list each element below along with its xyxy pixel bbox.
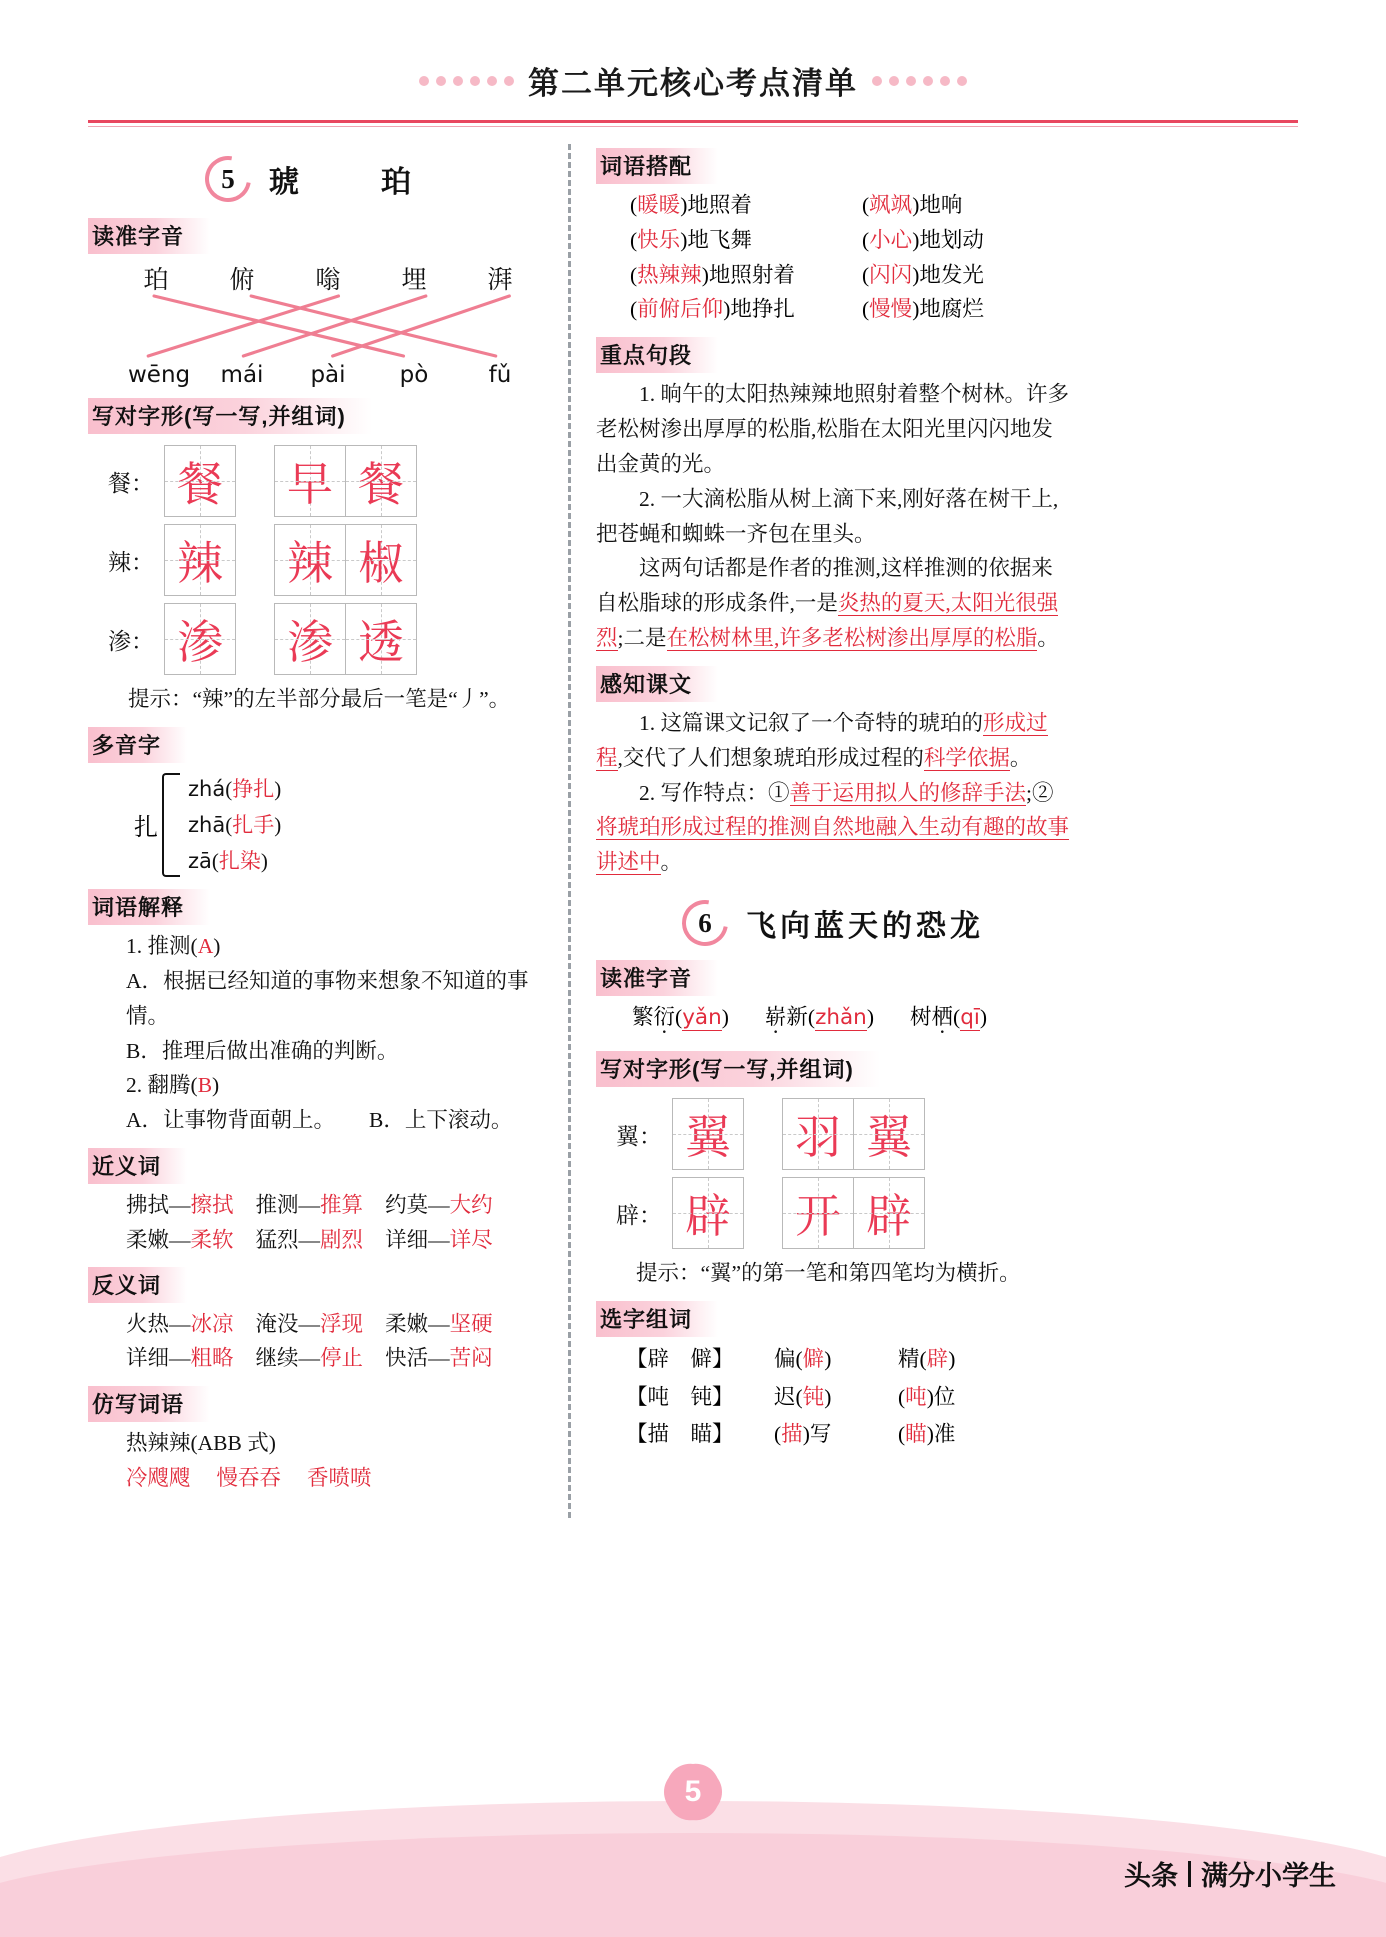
highlight-text: 将琥珀形成过程的推测自然地融入生动有趣的故事讲述中 xyxy=(596,815,1070,875)
pick-item: 精(辟) xyxy=(898,1346,956,1371)
section-label-read-pinyin-6: 读准字音 xyxy=(596,960,718,996)
polyphone-pinyin: zhā xyxy=(188,812,226,837)
pick-bracket: 【吨 钝】 xyxy=(626,1384,734,1409)
lesson5-number-badge xyxy=(205,156,251,202)
char-cell[interactable] xyxy=(853,1098,925,1170)
section-label-collocation: 词语搭配 xyxy=(596,148,718,184)
collocation-left: (暖暖)地照着 xyxy=(630,193,752,217)
brand-name: 满分小学生 xyxy=(1201,1861,1336,1891)
pick-char-row xyxy=(596,1416,1070,1454)
match-pinyin[interactable]: mái xyxy=(220,362,264,388)
polyphone-pinyin: zhá xyxy=(188,776,226,801)
header-rule xyxy=(88,120,1298,127)
char-glyph: 辟 xyxy=(866,1191,912,1243)
explain-word: 推测 xyxy=(147,934,191,959)
right-column xyxy=(570,138,1070,1447)
char-glyph: 翼 xyxy=(866,1112,912,1164)
polyphone-word: 扎手 xyxy=(232,812,275,837)
section-label-key-sentences: 重点句段 xyxy=(596,337,718,373)
write-row xyxy=(88,603,554,675)
char-glyph: 辣 xyxy=(287,538,333,589)
match-pinyin[interactable]: wēng xyxy=(128,362,191,388)
section-label-write-chars-5: 写对字形(写一写,并组词) xyxy=(88,398,372,434)
write-tip-5: 提示：“辣”的左半部分最后一笔是“丿”。 xyxy=(128,687,511,711)
char-glyph: 辣 xyxy=(177,538,223,589)
key-sentence: 1. 晌午的太阳热辣辣地照射着整个树林。许多老松树渗出厚厚的松脂,松脂在太阳光里闪闪地发出金黄的光。 xyxy=(596,382,1070,476)
match-pinyin[interactable]: fǔ xyxy=(488,362,512,388)
polyphone-entry: zā(扎染) xyxy=(188,849,268,874)
char-cell[interactable] xyxy=(345,445,417,517)
write-row-lead: 餐： xyxy=(108,470,154,496)
explain-option: A．让事物背面朝上。 xyxy=(126,1108,336,1133)
collocation-left: (热辣辣)地照射着 xyxy=(630,262,795,287)
imitate-answers xyxy=(88,1461,554,1495)
brand-separator-icon xyxy=(1188,1861,1191,1887)
section-label-pick-char: 选字组词 xyxy=(596,1301,718,1337)
pick-item: (描)写 xyxy=(774,1422,832,1447)
match-char[interactable]: 嗡 xyxy=(315,267,341,294)
imitate-prompt: 热辣辣(ABB 式) xyxy=(126,1430,276,1455)
word-pair: 火热—冰凉 xyxy=(126,1311,234,1336)
pinyin-item: 树栖(qī) xyxy=(909,1005,987,1031)
pick-item: 偏(僻) xyxy=(774,1346,832,1371)
word-pair: 快活—苦闷 xyxy=(385,1346,493,1371)
section-label-word-explain: 词语解释 xyxy=(88,889,210,925)
collocation-row xyxy=(596,258,1070,293)
imitate-answer: 香喷喷 xyxy=(307,1465,372,1490)
synonym-row xyxy=(88,1223,554,1257)
content-columns xyxy=(88,138,1298,1490)
highlight-text: 在松树林里,许多老松树渗出厚厚的松脂 xyxy=(666,626,1038,651)
collocation-right: (飒飒)地响 xyxy=(862,193,963,217)
word-pair: 详细—粗略 xyxy=(126,1346,234,1371)
synonym-row xyxy=(88,1188,554,1222)
word-cells xyxy=(274,445,417,517)
section-label-polyphone: 多音字 xyxy=(88,727,187,763)
pick-char-row xyxy=(596,1341,1070,1379)
char-cell[interactable] xyxy=(853,1177,925,1249)
brand-watermark xyxy=(1124,1854,1336,1893)
match-char[interactable]: 湃 xyxy=(487,267,513,294)
char-glyph: 餐 xyxy=(358,459,404,510)
explain-option: B．推理后做出准确的判断。 xyxy=(126,1038,399,1063)
word-pair: 猛烈—剧烈 xyxy=(255,1227,364,1252)
write-row-lead: 渗： xyxy=(108,628,154,654)
lesson5-number: 5 xyxy=(221,163,235,194)
key-sentence: 2. 一大滴松脂从树上滴下来,刚好落在树干上,把苍蝇和蜘蛛一齐包在里头。 xyxy=(596,486,1059,546)
antonym-row xyxy=(88,1341,554,1375)
word-pair: 拂拭—擦拭 xyxy=(126,1193,234,1218)
key-sentence-analysis: 这两句话都是作者的推测,这样推测的依据来自松脂球的形成条件,一是炎热的夏天,太阳光很强烈;二是在松树林里,许多老松树渗出厚厚的松脂。 xyxy=(596,556,1059,651)
char-cell[interactable] xyxy=(782,1177,854,1249)
word-cells xyxy=(274,524,417,596)
explain-word: 翻腾 xyxy=(147,1073,191,1098)
write-row xyxy=(596,1098,1070,1170)
collocation-row xyxy=(596,223,1070,258)
lesson6-pinyin-items xyxy=(596,1000,1070,1031)
char-cell[interactable] xyxy=(164,524,236,596)
explain-item: 1. 推测(A) xyxy=(126,934,221,959)
write-tip-6: 提示：“翼”的第一笔和第四笔均为横折。 xyxy=(636,1261,1021,1286)
word-pair: 详细—详尽 xyxy=(385,1227,493,1252)
word-cells xyxy=(782,1098,925,1170)
item-number: 1. xyxy=(126,934,143,959)
word-pair: 继续—停止 xyxy=(255,1346,364,1371)
polyphone-char: 扎 xyxy=(134,815,158,842)
pick-bracket: 【辟 僻】 xyxy=(626,1346,734,1371)
char-glyph: 椒 xyxy=(358,538,404,589)
write-row xyxy=(596,1177,1070,1249)
char-glyph: 翼 xyxy=(685,1112,731,1164)
polyphone-pinyin: zā xyxy=(188,849,212,874)
collocation-left: (前俯后仰)地挣扎 xyxy=(630,297,795,322)
char-glyph: 开 xyxy=(795,1191,841,1243)
lesson6-name: 飞向蓝天的恐龙 xyxy=(746,910,984,944)
char-cell[interactable] xyxy=(164,445,236,517)
flower-icon xyxy=(657,1759,729,1825)
char-cell[interactable] xyxy=(672,1177,744,1249)
explain-option: A．根据已经知道的事物来想象不知道的事情。 xyxy=(126,968,529,1028)
char-glyph: 早 xyxy=(287,459,333,510)
header-dots-right xyxy=(872,76,967,86)
imitate-answer: 慢吞吞 xyxy=(216,1465,282,1490)
page-title: 第二单元核心考点清单 xyxy=(528,66,858,101)
brace-icon xyxy=(162,773,180,877)
match-char[interactable]: 埋 xyxy=(401,267,427,294)
brand-prefix: 头条 xyxy=(1124,1861,1178,1891)
char-glyph: 渗 xyxy=(287,617,333,668)
polyphone-entries xyxy=(188,771,281,879)
word-pair: 淹没—浮现 xyxy=(255,1311,364,1336)
write-row xyxy=(88,524,554,596)
page-number: 5 xyxy=(684,1775,702,1808)
match-pinyin[interactable]: pài xyxy=(310,362,346,388)
pick-item: (瞄)准 xyxy=(898,1422,956,1447)
char-glyph: 餐 xyxy=(177,459,223,510)
explain-item: 2. 翻腾(B) xyxy=(126,1073,220,1098)
lesson5-title xyxy=(88,156,554,202)
char-glyph: 透 xyxy=(358,617,404,668)
pick-item: (吨)位 xyxy=(898,1384,956,1409)
word-explain-items xyxy=(88,929,554,964)
page-number-badge xyxy=(657,1759,729,1825)
pinyin-matching-exercise xyxy=(88,260,554,388)
polyphone-entry: zhá(挣扎) xyxy=(188,776,282,801)
pick-item: 迟(钝) xyxy=(774,1384,832,1409)
collocation-right: (小心)地划动 xyxy=(862,227,984,252)
collocation-row xyxy=(596,292,1070,327)
collocation-right: (慢慢)地腐烂 xyxy=(862,297,984,322)
header-dots-left xyxy=(419,76,514,86)
antonym-row xyxy=(88,1307,554,1341)
word-cells xyxy=(782,1177,925,1249)
section-label-synonyms: 近义词 xyxy=(88,1148,187,1184)
char-cell[interactable] xyxy=(782,1098,854,1170)
char-cell[interactable] xyxy=(274,445,346,517)
highlight-text: 炎热的夏天,太阳光很强烈 xyxy=(596,591,1059,651)
polyphone-word: 扎染 xyxy=(218,849,261,874)
word-pair: 约莫—大约 xyxy=(385,1193,493,1218)
char-cell[interactable] xyxy=(164,603,236,675)
highlight-text: 善于运用拟人的修辞手法 xyxy=(789,780,1027,805)
char-glyph: 羽 xyxy=(795,1112,841,1164)
match-char[interactable]: 珀 xyxy=(143,267,169,294)
explain-options-inline xyxy=(88,1103,554,1138)
highlight-text: 形成过程 xyxy=(596,710,1048,770)
word-cells xyxy=(274,603,417,675)
section-label-write-chars-6: 写对字形(写一写,并组词) xyxy=(596,1051,880,1087)
collocation-left: (快乐)地飞舞 xyxy=(630,227,752,252)
char-cell[interactable] xyxy=(274,603,346,675)
section-label-imitate: 仿写词语 xyxy=(88,1386,210,1422)
char-cell[interactable] xyxy=(345,603,417,675)
char-glyph: 辟 xyxy=(685,1191,731,1243)
lesson6-title xyxy=(596,900,1070,946)
word-pair: 柔嫩—坚硬 xyxy=(385,1311,493,1336)
word-pair: 推测—推算 xyxy=(255,1193,364,1218)
lesson6-number: 6 xyxy=(698,907,712,938)
match-char[interactable]: 俯 xyxy=(229,267,255,294)
page-header xyxy=(0,58,1386,103)
match-pinyin[interactable]: pò xyxy=(399,362,429,388)
item-number: 2. xyxy=(126,1073,143,1098)
char-cell[interactable] xyxy=(345,524,417,596)
word-pair: 柔嫩—柔软 xyxy=(126,1227,234,1252)
pick-char-row xyxy=(596,1379,1070,1417)
write-row xyxy=(88,445,554,517)
write-row-lead: 翼： xyxy=(616,1123,662,1149)
collocation-row xyxy=(596,188,1070,223)
pinyin-item: 繁衍(yǎn) xyxy=(632,1005,729,1031)
explain-answer: B xyxy=(197,1073,213,1098)
polyphone-entry: zhā(扎手) xyxy=(188,812,282,837)
left-column xyxy=(88,138,568,1490)
write-row-lead: 辟： xyxy=(616,1202,662,1228)
pinyin-item: 崭新(zhǎn) xyxy=(764,1005,874,1031)
explain-answer: A xyxy=(197,934,214,959)
comprehension-item: 1. 这篇课文记叙了一个奇特的琥珀的形成过程,交代了人们想象琥珀形成过程的科学依据。 xyxy=(596,710,1048,770)
polyphone-block xyxy=(88,771,554,879)
polyphone-word: 挣扎 xyxy=(232,776,275,801)
highlight-text: 科学依据 xyxy=(923,745,1010,770)
imitate-answer: 冷飕飕 xyxy=(126,1465,191,1490)
match-lines xyxy=(88,294,554,358)
lesson6-number-badge xyxy=(682,900,728,946)
match-chars-row xyxy=(88,260,554,296)
char-cell[interactable] xyxy=(274,524,346,596)
section-label-comprehension: 感知课文 xyxy=(596,666,718,702)
lesson5-name: 琥 珀 xyxy=(269,166,437,199)
explain-option: B．上下滚动。 xyxy=(369,1108,513,1133)
match-pinyin-row xyxy=(88,362,554,388)
section-label-read-pinyin-5: 读准字音 xyxy=(88,218,210,254)
section-label-antonyms: 反义词 xyxy=(88,1267,187,1303)
char-glyph: 渗 xyxy=(177,617,223,668)
comprehension-item: 2. 写作特点：①善于运用拟人的修辞手法;②将琥珀形成过程的推测自然地融入生动有趣的故事讲述中。 xyxy=(596,780,1070,875)
pick-bracket: 【描 瞄】 xyxy=(626,1422,734,1447)
collocation-right: (闪闪)地发光 xyxy=(862,262,984,287)
char-cell[interactable] xyxy=(672,1098,744,1170)
write-row-lead: 辣： xyxy=(108,549,154,575)
